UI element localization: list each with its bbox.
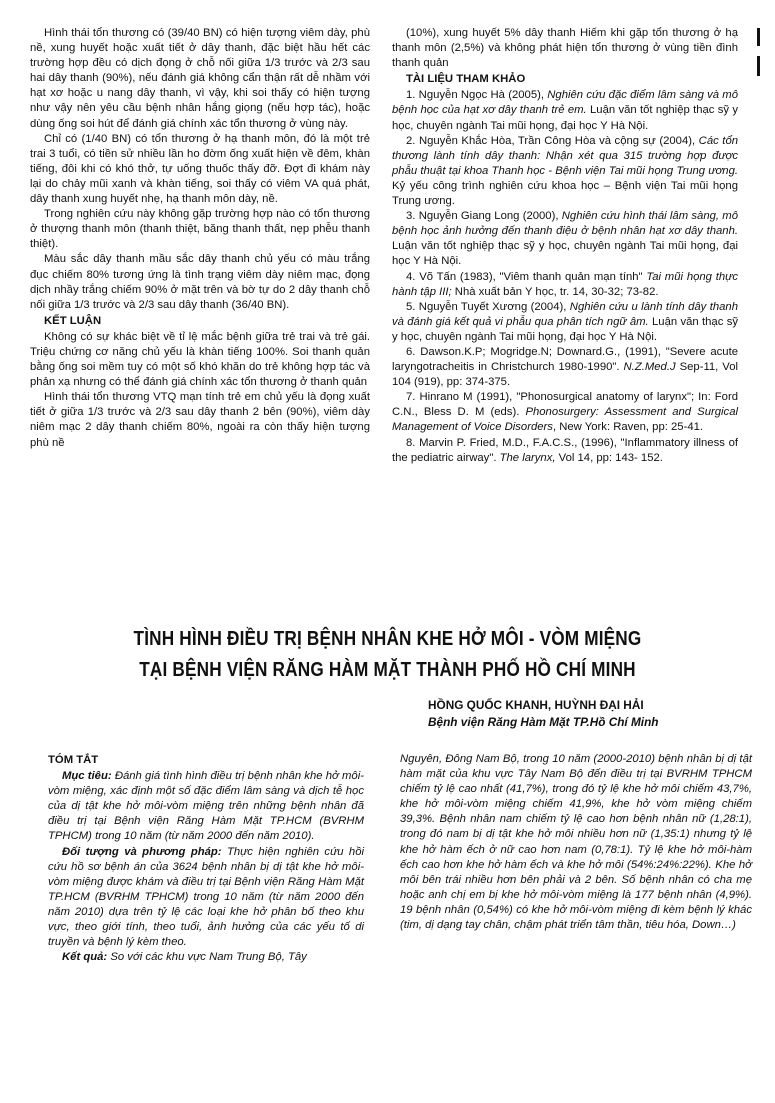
paragraph: Hình thái tổn thương có (39/40 BN) có hiện tượng viêm dày, phù nề, xung huyết hoặc xuất tiết ở dây thanh, đặc biệt hầu hết các trường hợp đều có dịch đọng ở chỗ nối giữa 1/3 trước và 2/3 sau hai dây thanh (90%), nếu đánh giá không cẩn thận rất dễ nhầm với hạt xơ hoặc u nang dây thanh, vì vậy, khi soi thấy có hiện tượng như vậy nên yêu cầu bệnh nhân hắng giọng (nếu hợp tác), hoặc dùng ống soi hút để đánh giá chính xác tổn thương ở vùng này. xyxy=(30,27,370,130)
reference-authors: 7. Hinrano M (1991), "Phonosurgical anatomy of larynx"; In: Ford C.N., Bless D. M (eds). xyxy=(392,391,738,419)
abstract-results xyxy=(48,950,364,965)
methods-label: Đối tượng và phương pháp: xyxy=(62,845,222,858)
objective-label: Mục tiêu: xyxy=(62,770,112,783)
reference-title: Nghiên cứu hình thái lâm sàng, mô bệnh học ảnh hưởng đến thanh điệu ở bệnh nhân hạt xơ dây thanh. xyxy=(392,210,738,238)
author-names: HỒNG QUỐC KHANH, HUỲNH ĐẠI HẢI xyxy=(428,698,644,712)
section-heading-conclusion: KẾT LUẬN xyxy=(44,314,102,327)
abstract-objective xyxy=(48,769,364,844)
reference-authors: 2. Nguyễn Khắc Hòa, Trần Công Hòa và cộng sự (2004), xyxy=(406,134,699,147)
reference-title: The larynx, xyxy=(499,451,556,464)
reference-source: Luận văn thạc sỹ y học, chuyên ngành Tai mũi họng, đại học Y Hà Nội. xyxy=(392,315,738,343)
abstract-heading: TÓM TẮT xyxy=(48,754,99,766)
reference-item xyxy=(392,134,738,209)
paragraph: (10%), xung huyết 5% dây thanh Hiếm khi gặp tổn thương ở hạ thanh môn (2,5%) và không phát hiện tổn thương ở vùng tiền đình thanh quản xyxy=(392,27,738,70)
reference-item xyxy=(392,436,738,466)
reference-item xyxy=(392,88,738,133)
reference-source: Kỷ yếu công trình nghiên cứu khoa học – Bệnh viện Tai mũi họng Trung ương. xyxy=(392,179,738,208)
reference-authors: 1. Nguyễn Ngọc Hà (2005), xyxy=(406,89,548,102)
reference-authors: 3. Nguyễn Giang Long (2000), xyxy=(406,210,562,223)
objective-text: Đánh giá tình hình điều trị bệnh nhân khe hở môi-vòm miệng, xác định một số đặc điểm lâm sàng và dịch tễ học của dị tật khe hở môi-vòm miệng trên những bệnh nhân đã điều trị tại Bệnh viện Răng Hàm Mặt TP.HCM (BVRHM TPHCM) trong 10 năm (từ năm 2000 đến năm 2010). xyxy=(48,770,364,843)
results-text: So với các khu vực Nam Trung Bộ, Tây xyxy=(107,951,307,964)
reference-title: Nghiên cứu đặc điểm lâm sàng và mô bệnh học của hạt xơ dây thanh trẻ em. xyxy=(392,89,738,117)
abstract-results-continued: Nguyên, Đông Nam Bộ, trong 10 năm (2000-2010) bệnh nhân bị dị tật hàm mặt của khu vực Tây Nam Bộ đến điều trị tại BVRHM TPHCM chiếm tỷ lệ cao nhất (41,7%), trong đó tỷ lệ khe hở môi chiếm 43,7%, khe hở môi-vòm miệng chiếm 41,9%, khe hở vòm miệng chiếm 39,3%. Bệnh nhân nam chiếm tỷ lệ cao hơn bệnh nhân nữ (1,28:1), trong đó nam bị dị tật khe hở môi nhiều hơn nữ (1,35:1) nhưng tỷ lệ khe hở hàm ếch ở nữ cao hơn nam (0,78:1). Tỷ lệ khe hở môi-hàm ếch cao hơn khe hở hàm ếch và khe hở môi (54%:24%:22%). Khe hở môi bên trái nhiều hơn bên phải và 2 bên. Số bệnh nhân có cha mẹ hoặc anh chị em bị khe hở môi-vòm miệng là 177 bệnh nhân (4,9%). 19 bệnh nhân (0,54%) có khe hở môi-vòm miệng đi kèm bệnh lý khác (tim, dị dạng tay chân, chậm phát triển tâm thần, tiêu hóa, Down…) xyxy=(400,753,752,932)
results-label: Kết quả: xyxy=(62,951,108,964)
author-block xyxy=(428,697,748,731)
article-title-line: TẠI BỆNH VIỆN RĂNG HÀM MẶT THÀNH PHỐ HỒ CHÍ MINH xyxy=(139,659,636,681)
reference-item xyxy=(392,300,738,345)
reference-source: Vol 14, pp: 143- 152. xyxy=(555,451,663,464)
abstract-right-column xyxy=(400,752,752,933)
reference-title: Tai mũi họng thực hành tập III; xyxy=(392,270,738,298)
reference-authors: 6. Dawson.K.P; Mogridge.N; Downard.G., (1991), "Severe acute laryngotracheitis in Christchurch 1980-1990". xyxy=(392,345,738,374)
author-affiliation: Bệnh viện Răng Hàm Mặt TP.Hồ Chí Minh xyxy=(428,715,659,729)
abstract-left-column xyxy=(48,752,364,965)
paragraph: Chỉ có (1/40 BN) có tổn thương ở hạ thanh môn, đó là một trẻ trai 3 tuổi, có tiền sử nhiều lần ho đờm ống xuất hiện về đêm, khàn tiếng, đôi khi có khó thở, tự uống thuốc thấy đỡ. Đợt đi khám này lại do chảy mũi xanh và khàn tiếng, soi thấy có viêm VA quá phát, dây thanh xung huyết nhẹ, hạ thanh môn dày, nề. xyxy=(30,132,370,206)
reference-authors: 8. Marvin P. Fried, M.D., F.A.C.S., (1996), "Inflammatory illness of the pediatric airway". xyxy=(392,436,738,464)
reference-title: Phonosurgery: Assessment and Surgical Management of Voice Disorders xyxy=(392,406,738,434)
reference-list xyxy=(392,88,738,465)
reference-item xyxy=(392,270,738,300)
reference-item xyxy=(392,209,738,269)
paragraph: Trong nghiên cứu này không gặp trường hợp nào có tổn thương ở thượng thanh môn (thanh thiệt, băng thanh thất, nẹp phễu thanh thiệt). xyxy=(30,208,370,251)
article-title xyxy=(30,624,745,686)
reference-source: Luận văn tốt nghiệp thạc sỹ y học, chuyên ngành Tai mũi họng, đại học Y Hà Nội. xyxy=(392,104,738,132)
paragraph: Màu sắc dây thanh mầu sắc dây thanh chủ yếu có màu trắng đục chiếm 80% tương ứng là tình trạng viêm dày niêm mạc, đọng dịch nhầy trắng chiếm 90% ở mặt trên và bờ tự do 2 dây thanh chỗ nối giữa 1/3 trước và 2/3 sau dây thanh (36/40 BN). xyxy=(30,253,370,311)
previous-article-left-column xyxy=(30,26,370,451)
abstract-methods xyxy=(48,845,364,951)
reference-authors: 5. Nguyễn Tuyết Xương (2004), xyxy=(406,300,570,313)
methods-text: Thực hiện nghiên cứu hồi cứu hồ sơ bệnh án của 3624 bệnh nhân bị dị tật khe hở môi-vòm miệng được khám và điều trị tại Bệnh viện Răng Hàm Mặt TP.HCM (BVRHM TPHCM) trong 10 năm (từ năm 2000 đến năm 2010) dựa trên tỷ lệ các loại khe hở phân bố theo khu vực, theo giới tính, theo tuổi, ảnh hưởng của các yếu tố di truyền và bệnh lý kèm theo. xyxy=(48,845,364,949)
article-title-line: TÌNH HÌNH ĐIỀU TRỊ BỆNH NHÂN KHE HỞ MÔI - VÒM MIỆNG xyxy=(133,628,642,650)
reference-title: Nghiên cứu u lành tính dây thanh và đánh giá kết quả vi phẫu qua phân tích ngữ âm. xyxy=(392,300,738,328)
paragraph: Hình thái tổn thương VTQ mạn tính trẻ em chủ yếu là đọng xuất tiết ở giữa 1/3 trước và 2/3 sau dây thanh 2 bên (90%), viêm dày niêm mạc 2 dây thanh chiếm 80%, ngoài ra còn thấy hiện tượng phù nề xyxy=(30,391,370,449)
reference-item xyxy=(392,390,738,435)
previous-article-right-column xyxy=(392,26,738,466)
margin-mark xyxy=(757,28,760,46)
reference-authors: 4. Võ Tấn (1983), "Viêm thanh quản mạn tính" xyxy=(406,270,647,283)
reference-source: , New York: Raven, pp: 25-41. xyxy=(552,421,704,434)
paragraph: Không có sự khác biệt về tỉ lệ mắc bệnh giữa trẻ trai và trẻ gái. Triệu chứng cơ năng chủ yếu là khàn tiếng 100%. Soi thanh quản bằng ống soi mềm tuy có một số khó khăn do trẻ không hợp tác và phản xạ nhưng có thể đánh giá chính xác tổn thương ở thanh quản xyxy=(30,330,370,389)
margin-mark xyxy=(757,56,760,76)
reference-source: Nhà xuất bản Y học, tr. 14, 30-32; 73-82. xyxy=(451,285,659,298)
reference-title: N.Z.Med.J xyxy=(623,361,676,374)
reference-source: Luận văn tốt nghiệp thạc sỹ y học, chuyên ngành Tai mũi họng, đại học Y Hà Nội. xyxy=(392,240,738,268)
reference-source: Sep-11, Vol 104 (919), pp: 374-375. xyxy=(392,361,738,389)
reference-title: Các tổn thương lành tính dây thanh: Nhận xét qua 315 trường hợp được phẫu thuật tại khoa Thanh học - Bệnh viện Tai mũi họng Trung ương. xyxy=(392,134,739,177)
reference-item xyxy=(392,345,738,390)
section-heading-references: TÀI LIỆU THAM KHẢO xyxy=(406,73,526,86)
